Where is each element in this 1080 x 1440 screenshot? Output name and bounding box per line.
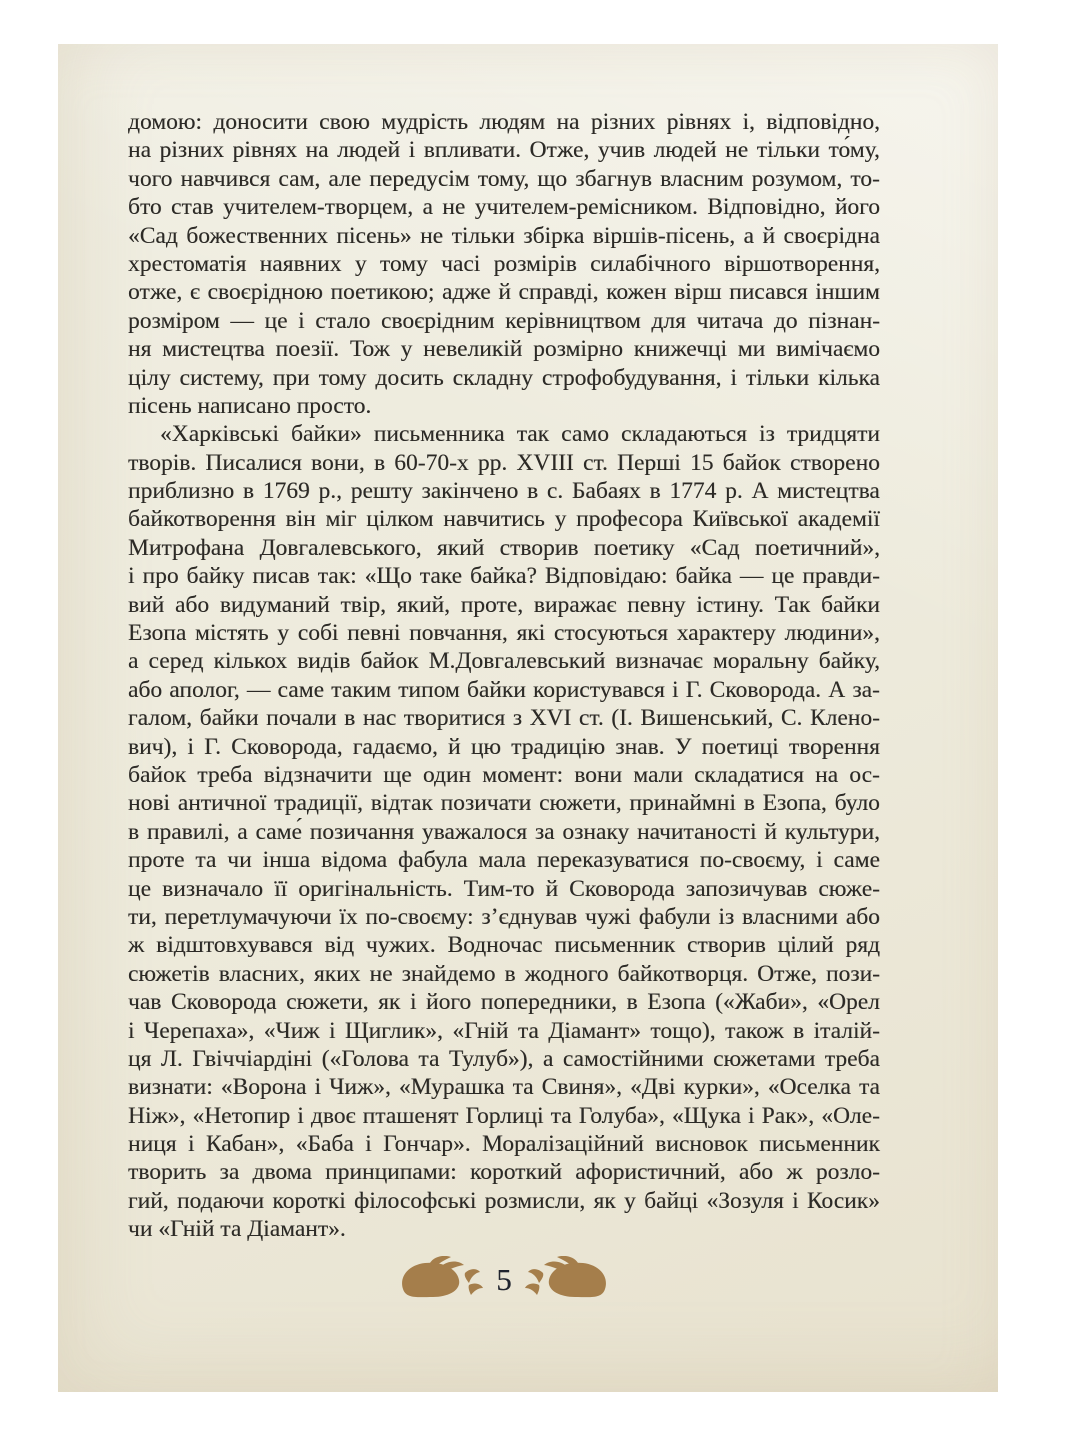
- text-line: цілу систему, при тому досить складну строфобудування, і тільки кілька: [128, 364, 880, 391]
- foliage-ornament-right-icon: [521, 1256, 609, 1302]
- text-line: Езопа містять у собі певні повчання, які стосуються характеру людини»,: [128, 620, 880, 647]
- text-line: нові античної традиції, відтак позичати сюжети, принаймні в Езопа, було: [128, 790, 880, 817]
- text-line: галом, байки почали в нас творитися з XVI ст. (І. Вишенський, С. Клено-: [128, 705, 880, 732]
- text-line: бто став учителем-творцем, а не учителем-ремісником. Відповідно, його: [128, 194, 880, 221]
- text-line: Ніж», «Нетопир і двоє пташенят Горлиці та Голуба», «Щука і Рак», «Оле-: [128, 1102, 880, 1129]
- text-line: ня мистецтва поезії. Тож у невеликій розмірно книжечці ми вимічаємо: [128, 336, 880, 363]
- text-line: а серед кількох видів байок М.Довгалевський визначає моральну байку,: [128, 648, 880, 675]
- text-line: і про байку писав так: «Що таке байка? Відповідаю: байка — це правди-: [128, 563, 880, 590]
- text-line: або аполог, — саме таким типом байки користувався і Г. Сковорода. А за-: [128, 676, 880, 703]
- text-line: визнати: «Ворона і Чиж», «Мурашка та Свиня», «Дві курки», «Оселка та: [128, 1074, 880, 1101]
- book-page-sheet: [58, 44, 998, 1392]
- text-line: творить за двома принципами: короткий афористичний, або ж розло-: [128, 1159, 880, 1186]
- paragraph: [128, 108, 880, 420]
- text-line: ти, перетлумачуючи їх по-своєму: з’єднував чужі фабули із власними або: [128, 903, 880, 930]
- text-line: і Черепаха», «Чиж і Щиглик», «Гній та Діамант» тощо), також в італій-: [128, 1017, 880, 1044]
- text-line: творів. Писалися вони, в 60-70-х рр. XVIII ст. Перші 15 байок створено: [128, 449, 880, 476]
- text-line: ниця і Кабан», «Баба і Гончар». Моралізаційний висновок письменник: [128, 1131, 880, 1158]
- text-line: розміром — це і стало своєрідним керівництвом для читача до пізнан-: [128, 307, 880, 334]
- text-line: хрестоматія наявних у тому часі розмірів силабічного віршотворення,: [128, 250, 880, 277]
- text-line: байкотворення він міг цілком навчитись у професора Київської академії: [128, 506, 880, 533]
- paragraph: [128, 420, 880, 1243]
- text-line: вич), і Г. Сковорода, гадаємо, й цю традицію знав. У поетиці творення: [128, 733, 880, 760]
- text-line: чого навчився сам, але передусім тому, що збагнув власним розумом, то-: [128, 165, 880, 192]
- text-line: в правилі, а саме́ позичання уважалося за ознаку начитаності й культури,: [128, 818, 880, 845]
- text-line: «Сад божественних пісень» не тільки збірка віршів-пісень, а й своєрідна: [128, 222, 880, 249]
- page-footer: [128, 1256, 880, 1302]
- text-block: [128, 108, 880, 1244]
- text-line: ж відштовхувався від чужих. Водночас письменник створив цілий ряд: [128, 932, 880, 959]
- text-line: ця Л. Гвіччіардіні («Голова та Тулуб»), а самостійними сюжетами треба: [128, 1045, 880, 1072]
- text-line: проте та чи інша відома фабула мала переказуватися по-своєму, і саме: [128, 847, 880, 874]
- text-line: Митрофана Довгалевського, який створив поетику «Сад поетичний»,: [128, 534, 880, 561]
- text-line: це визначало її оригінальність. Тим-то й Сковорода запозичував сюже-: [128, 875, 880, 902]
- text-line: чав Сковорода сюжети, як і його попередники, в Езопа («Жаби», «Орел: [128, 989, 880, 1016]
- text-line: чи «Гній та Діамант».: [128, 1216, 346, 1243]
- text-line: вий або видуманий твір, який, проте, виражає певну істину. Так байки: [128, 591, 880, 618]
- text-line: домою: доносити свою мудрість людям на різних рівнях і, відповідно,: [128, 109, 880, 135]
- page-number: 5: [496, 1261, 512, 1297]
- text-line: сюжетів власних, яких не знайдемо в жодного байкотворця. Отже, пози-: [128, 960, 880, 987]
- text-line: приблизно в 1769 р., решту закінчено в с. Бабаях в 1774 р. А мистецтва: [128, 478, 880, 505]
- foliage-ornament-left-icon: [399, 1256, 487, 1302]
- text-line: пісень написано просто.: [128, 392, 372, 419]
- text-line: гий, подаючи короткі філософські розмисли, як у байці «Зозуля і Косик»: [128, 1187, 880, 1214]
- text-line: на різних рівнях на людей і впливати. Отже, учив людей не тільки то́му,: [128, 137, 880, 164]
- text-line: отже, є своєрідною поетикою; адже й справді, кожен вірш писався іншим: [128, 279, 880, 306]
- text-line: «Харківські байки» письменника так само складаються із тридцяти: [160, 421, 880, 448]
- text-line: байок треба відзначити ще один момент: вони мали складатися на ос-: [128, 761, 880, 788]
